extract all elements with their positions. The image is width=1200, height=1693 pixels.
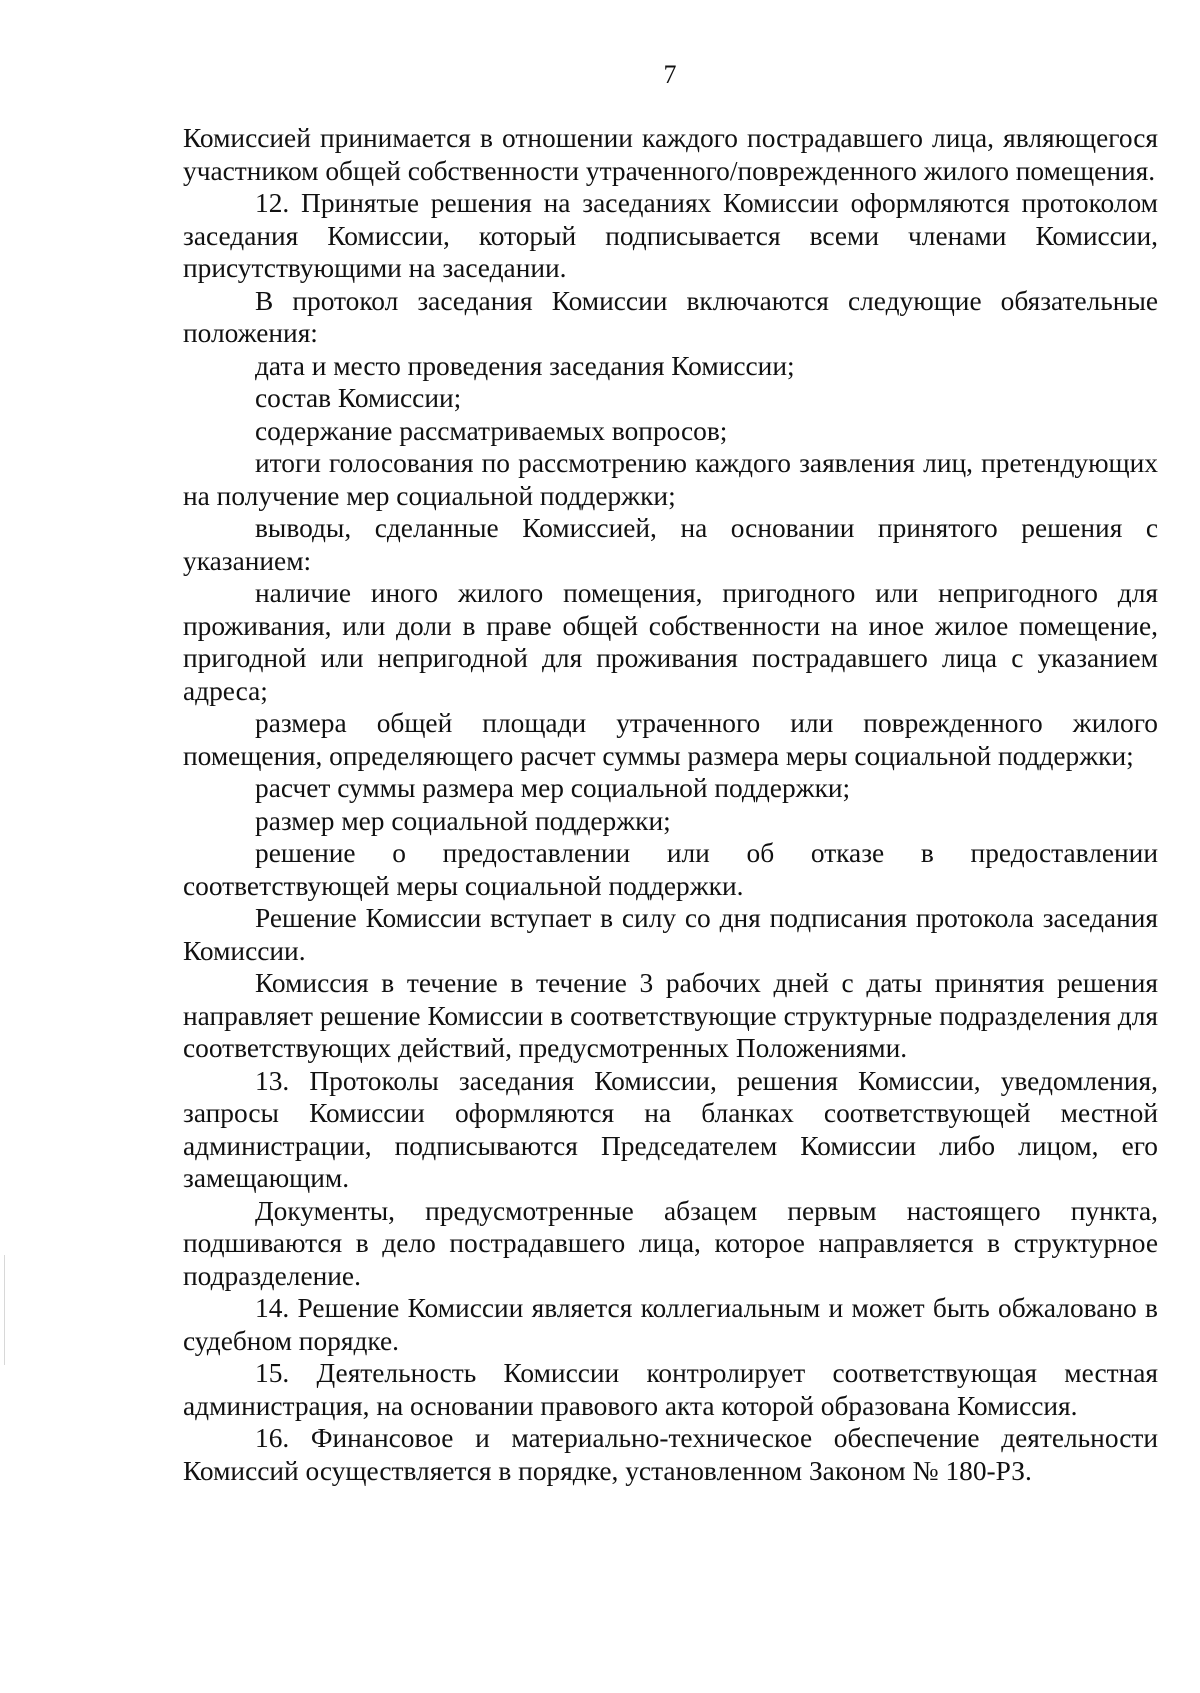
list-item-conclusions: выводы, сделанные Комиссией, на основании принятого решения с указанием: <box>183 513 1158 576</box>
list-item-area: размера общей площади утраченного или поврежденного жилого помещения, определяющего расчет суммы размера меры социальной поддержки; <box>183 708 1158 771</box>
paragraph-protocol-contents: В протокол заседания Комиссии включаются следующие обязательные положения: <box>183 285 1158 348</box>
paragraph-decision-effect: Решение Комиссии вступает в силу со дня подписания протокола заседания Комиссии. <box>183 903 1158 966</box>
paragraph-documents: Документы, предусмотренные абзацем первым настоящего пункта, подшиваются в дело пострадавшего лица, которое направляется в структурное подразделение. <box>183 1195 1158 1291</box>
paragraph-item-14: 14. Решение Комиссии является коллегиальным и может быть обжаловано в судебном порядке. <box>183 1293 1158 1356</box>
document-body <box>183 122 1158 1487</box>
list-item-voting-results: итоги голосования по рассмотрению каждого заявления лиц, претендующих на получение мер социальной поддержки; <box>183 448 1158 511</box>
paragraph-decision-sending: Комиссия в течение в течение 3 рабочих дней с даты принятия решения направляет решение Комиссии в соответствующие структурные подразделения для соответствующих действий, предусмотренных Положениями. <box>183 968 1158 1063</box>
paragraph-item-12: 12. Принятые решения на заседаниях Комиссии оформляются протоколом заседания Комиссии, который подписывается всеми членами Комиссии, присутствующими на заседании. <box>183 188 1158 283</box>
list-item-date-place: дата и место проведения заседания Комиссии; <box>255 350 795 381</box>
list-item-amount: размер мер социальной поддержки; <box>255 805 671 836</box>
page-number: 7 <box>663 60 677 89</box>
paragraph-item-16: 16. Финансовое и материально-техническое обеспечение деятельности Комиссий осуществляется в порядке, установленном Законом № 180-РЗ. <box>183 1423 1158 1486</box>
paragraph-continuation: Комиссией принимается в отношении каждого пострадавшего лица, являющегося участником общей собственности утраченного/поврежденного жилого помещения. <box>183 123 1158 186</box>
scan-edge-mark <box>4 1255 5 1365</box>
paragraph-item-13: 13. Протоколы заседания Комиссии, решения Комиссии, уведомления, запросы Комиссии оформляются на бланках соответствующей местной администрации, подписываются Председателем Комиссии либо лицом, его замещающим. <box>183 1065 1158 1193</box>
list-item-decision: решение о предоставлении или об отказе в предоставлении соответствующей меры социальной поддержки. <box>183 838 1158 901</box>
list-item-composition: состав Комиссии; <box>255 383 462 413</box>
list-item-calculation: расчет суммы размера мер социальной поддержки; <box>255 773 851 803</box>
list-item-questions: содержание рассматриваемых вопросов; <box>255 415 728 446</box>
paragraph-item-15: 15. Деятельность Комиссии контролирует соответствующая местная администрация, на основании правового акта которой образована Комиссия. <box>183 1358 1158 1421</box>
list-item-other-housing: наличие иного жилого помещения, пригодного или непригодного для проживания, или доли в праве общей собственности на иное жилое помещение, пригодной или непригодной для проживания пострадавшего лица с указанием адреса; <box>183 578 1158 706</box>
